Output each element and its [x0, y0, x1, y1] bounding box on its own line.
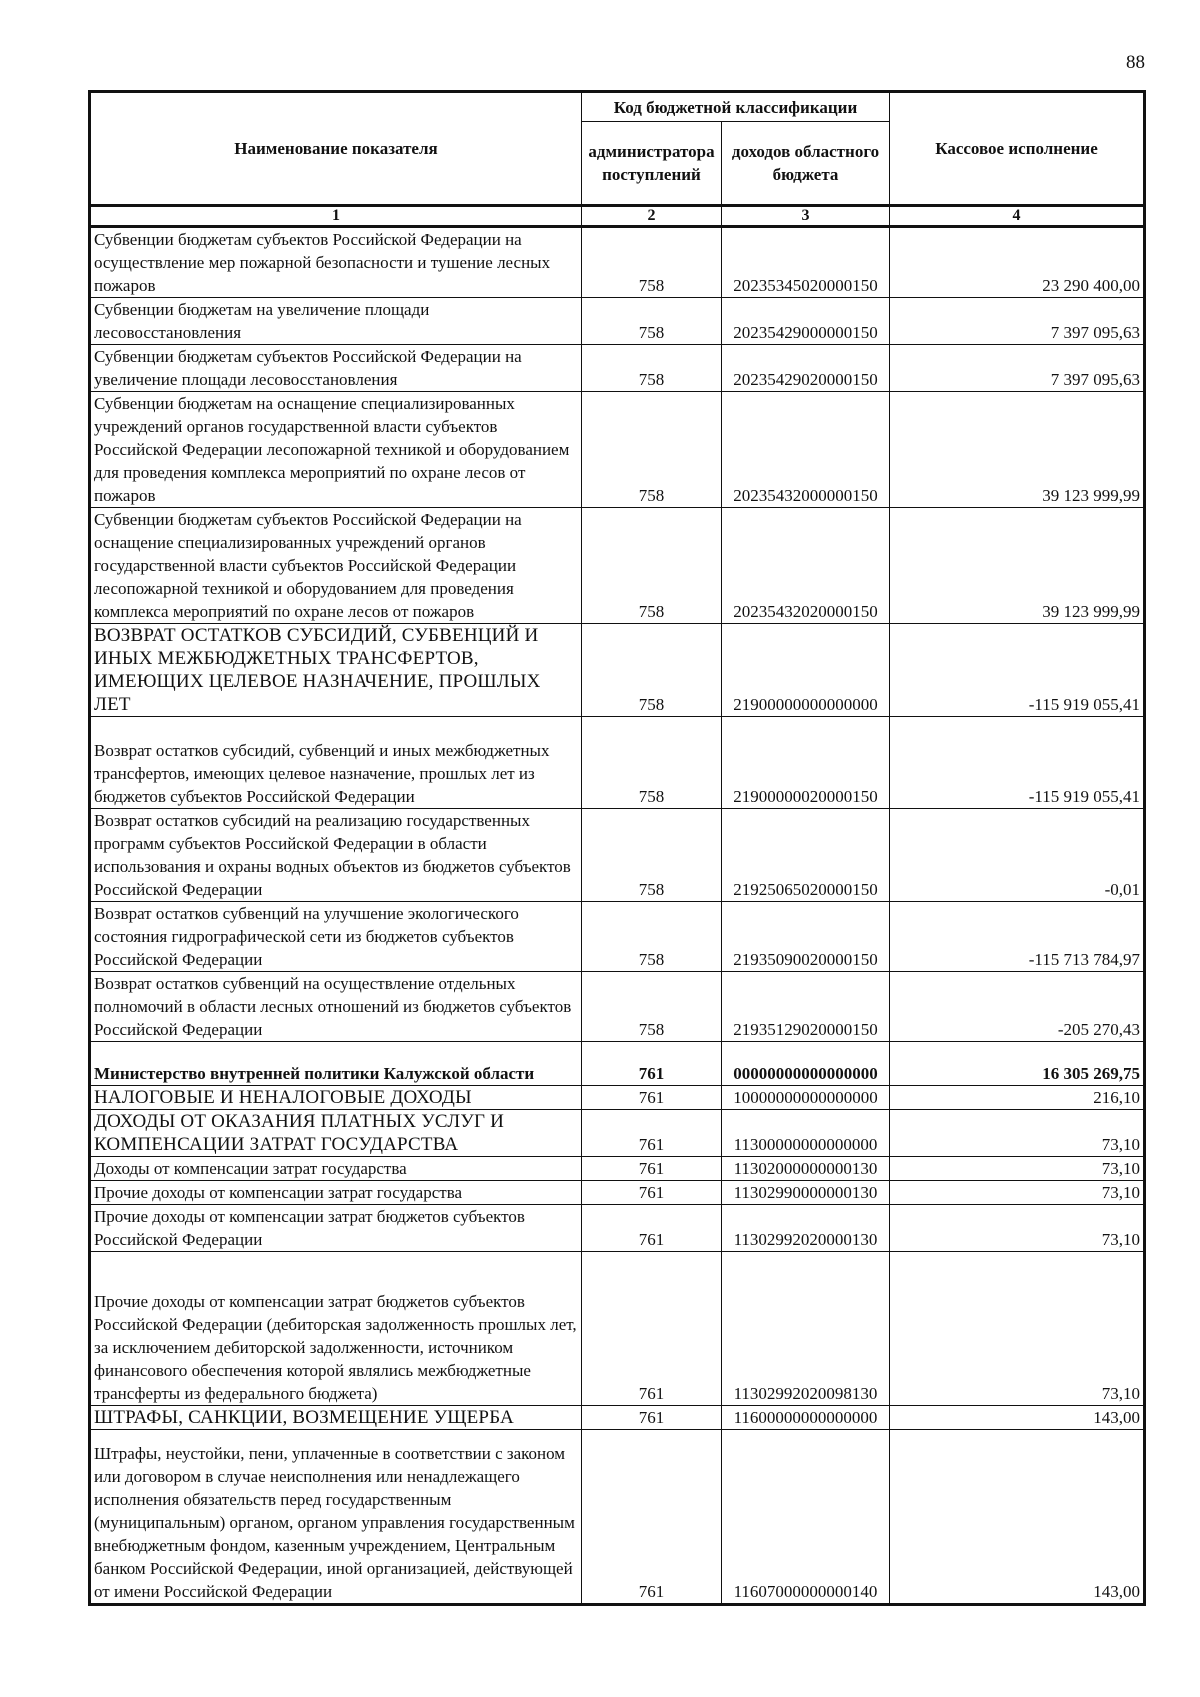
row-name-cell: Штрафы, неустойки, пени, уплаченные в соответствии с законом или договором в случае неисполнения или ненадлежащего исполнения обязательств перед государственным (муниципальным) органом, органом управления государственным внебюджетным фондом, казенным учреждением, Центральным банком Российской Федерации, иной организацией, действующей от имени Российской Федерации [90, 1430, 582, 1605]
row-name-cell: Министерство внутренней политики Калужской области [90, 1042, 582, 1086]
table-row [90, 1181, 1145, 1205]
row-income-code-cell: 11302990000000130 [722, 1181, 890, 1205]
header-name-column: Наименование показателя [90, 92, 582, 206]
row-name-cell: Возврат остатков субвенций на улучшение экологического состояния гидрографической сети из бюджетов субъектов Российской Федерации [90, 902, 582, 972]
row-amount-cell: 143,00 [890, 1406, 1145, 1430]
row-admin-code-cell: 758 [582, 227, 722, 298]
row-admin-code-cell: 761 [582, 1110, 722, 1157]
row-amount-cell: 73,10 [890, 1157, 1145, 1181]
row-admin-code-cell: 761 [582, 1406, 722, 1430]
table-row [90, 624, 1145, 717]
column-number-3: 3 [722, 206, 890, 227]
row-amount-cell: -205 270,43 [890, 972, 1145, 1042]
row-name-cell: Прочие доходы от компенсации затрат бюджетов субъектов Российской Федерации [90, 1205, 582, 1252]
row-income-code-cell: 11607000000000140 [722, 1430, 890, 1605]
row-amount-cell: 73,10 [890, 1181, 1145, 1205]
table-row [90, 392, 1145, 508]
row-income-code-cell: 21900000020000150 [722, 717, 890, 809]
row-income-code-cell: 20235429020000150 [722, 345, 890, 392]
row-name-cell: Доходы от компенсации затрат государства [90, 1157, 582, 1181]
header-execution-column: Кассовое исполнение [890, 92, 1145, 206]
row-amount-cell: 73,10 [890, 1205, 1145, 1252]
row-admin-code-cell: 761 [582, 1042, 722, 1086]
row-admin-code-cell: 758 [582, 624, 722, 717]
row-admin-code-cell: 758 [582, 298, 722, 345]
table-row [90, 1042, 1145, 1086]
row-income-code-cell: 20235345020000150 [722, 227, 890, 298]
row-income-code-cell: 21935090020000150 [722, 902, 890, 972]
row-income-code-cell: 00000000000000000 [722, 1042, 890, 1086]
row-admin-code-cell: 761 [582, 1205, 722, 1252]
row-name-cell: Возврат остатков субвенций на осуществление отдельных полномочий в области лесных отношений из бюджетов субъектов Российской Федерации [90, 972, 582, 1042]
table-row [90, 972, 1145, 1042]
row-amount-cell: 39 123 999,99 [890, 508, 1145, 624]
row-amount-cell: 7 397 095,63 [890, 345, 1145, 392]
table-row [90, 1406, 1145, 1430]
row-income-code-cell: 11300000000000000 [722, 1110, 890, 1157]
row-name-cell: ВОЗВРАТ ОСТАТКОВ СУБСИДИЙ, СУБВЕНЦИЙ И ИНЫХ МЕЖБЮДЖЕТНЫХ ТРАНСФЕРТОВ, ИМЕЮЩИХ ЦЕЛЕВОЕ НАЗНАЧЕНИЕ, ПРОШЛЫХ ЛЕТ [90, 624, 582, 717]
row-income-code-cell: 10000000000000000 [722, 1086, 890, 1110]
row-name-cell: Субвенции бюджетам субъектов Российской Федерации на оснащение специализированных учреждений органов государственной власти субъектов Российской Федерации лесопожарной техникой и оборудованием для проведения комплекса мероприятий по охране лесов от пожаров [90, 508, 582, 624]
row-admin-code-cell: 758 [582, 392, 722, 508]
table-row [90, 809, 1145, 902]
table-row [90, 1205, 1145, 1252]
row-name-cell: Субвенции бюджетам на оснащение специализированных учреждений органов государственной власти субъектов Российской Федерации лесопожарной техникой и оборудованием для проведения комплекса мероприятий по охране лесов от пожаров [90, 392, 582, 508]
row-admin-code-cell: 761 [582, 1430, 722, 1605]
row-name-cell: Субвенции бюджетам субъектов Российской Федерации на осуществление мер пожарной безопасности и тушение лесных пожаров [90, 227, 582, 298]
row-name-cell: ДОХОДЫ ОТ ОКАЗАНИЯ ПЛАТНЫХ УСЛУГ И КОМПЕНСАЦИИ ЗАТРАТ ГОСУДАРСТВА [90, 1110, 582, 1157]
row-name-cell: Прочие доходы от компенсации затрат бюджетов субъектов Российской Федерации (дебиторская задолженность прошлых лет, за исключением дебиторской задолженности, источником финансового обеспечения которой являлись межбюджетные трансферты из федерального бюджета) [90, 1252, 582, 1406]
table-row [90, 1252, 1145, 1406]
row-admin-code-cell: 758 [582, 972, 722, 1042]
row-income-code-cell: 21900000000000000 [722, 624, 890, 717]
row-name-cell: Субвенции бюджетам субъектов Российской Федерации на увеличение площади лесовосстановления [90, 345, 582, 392]
column-number-4: 4 [890, 206, 1145, 227]
column-number-1: 1 [90, 206, 582, 227]
table-row [90, 298, 1145, 345]
column-number-2: 2 [582, 206, 722, 227]
row-admin-code-cell: 758 [582, 809, 722, 902]
row-name-cell: Прочие доходы от компенсации затрат государства [90, 1181, 582, 1205]
row-admin-code-cell: 761 [582, 1086, 722, 1110]
header-code-group: Код бюджетной классификации [582, 92, 890, 122]
row-amount-cell: 39 123 999,99 [890, 392, 1145, 508]
table-row [90, 1157, 1145, 1181]
row-admin-code-cell: 758 [582, 508, 722, 624]
table-row [90, 902, 1145, 972]
budget-table [88, 90, 1146, 1606]
row-amount-cell: 23 290 400,00 [890, 227, 1145, 298]
row-admin-code-cell: 758 [582, 345, 722, 392]
header-admin-column: администратора поступлений [582, 122, 722, 206]
row-name-cell: Субвенции бюджетам на увеличение площади лесовосстановления [90, 298, 582, 345]
row-amount-cell: 7 397 095,63 [890, 298, 1145, 345]
page-number: 88 [1126, 52, 1145, 73]
row-income-code-cell: 21935129020000150 [722, 972, 890, 1042]
row-amount-cell: 143,00 [890, 1430, 1145, 1605]
table-row [90, 227, 1145, 298]
row-income-code-cell: 21925065020000150 [722, 809, 890, 902]
table-row [90, 508, 1145, 624]
row-income-code-cell: 20235429000000150 [722, 298, 890, 345]
row-amount-cell: 73,10 [890, 1110, 1145, 1157]
table-row [90, 717, 1145, 809]
row-name-cell: НАЛОГОВЫЕ И НЕНАЛОГОВЫЕ ДОХОДЫ [90, 1086, 582, 1110]
row-income-code-cell: 11302992020000130 [722, 1205, 890, 1252]
table-row [90, 345, 1145, 392]
row-amount-cell: -0,01 [890, 809, 1145, 902]
row-admin-code-cell: 761 [582, 1252, 722, 1406]
row-name-cell: ШТРАФЫ, САНКЦИИ, ВОЗМЕЩЕНИЕ УЩЕРБА [90, 1406, 582, 1430]
row-income-code-cell: 11302992020098130 [722, 1252, 890, 1406]
row-income-code-cell: 11600000000000000 [722, 1406, 890, 1430]
row-name-cell: Возврат остатков субсидий на реализацию государственных программ субъектов Российской Федерации в области использования и охраны водных объектов из бюджетов субъектов Российской Федерации [90, 809, 582, 902]
row-admin-code-cell: 761 [582, 1157, 722, 1181]
row-admin-code-cell: 758 [582, 902, 722, 972]
table-row [90, 1110, 1145, 1157]
table-row [90, 1430, 1145, 1605]
row-admin-code-cell: 761 [582, 1181, 722, 1205]
row-amount-cell: 216,10 [890, 1086, 1145, 1110]
row-amount-cell: -115 713 784,97 [890, 902, 1145, 972]
table-row [90, 1086, 1145, 1110]
row-admin-code-cell: 758 [582, 717, 722, 809]
row-income-code-cell: 11302000000000130 [722, 1157, 890, 1181]
row-amount-cell: 16 305 269,75 [890, 1042, 1145, 1086]
table-body [90, 227, 1145, 1605]
row-amount-cell: 73,10 [890, 1252, 1145, 1406]
row-income-code-cell: 20235432020000150 [722, 508, 890, 624]
row-amount-cell: -115 919 055,41 [890, 624, 1145, 717]
row-name-cell: Возврат остатков субсидий, субвенций и иных межбюджетных трансфертов, имеющих целевое назначение, прошлых лет из бюджетов субъектов Российской Федерации [90, 717, 582, 809]
row-income-code-cell: 20235432000000150 [722, 392, 890, 508]
header-income-column: доходов областного бюджета [722, 122, 890, 206]
row-amount-cell: -115 919 055,41 [890, 717, 1145, 809]
